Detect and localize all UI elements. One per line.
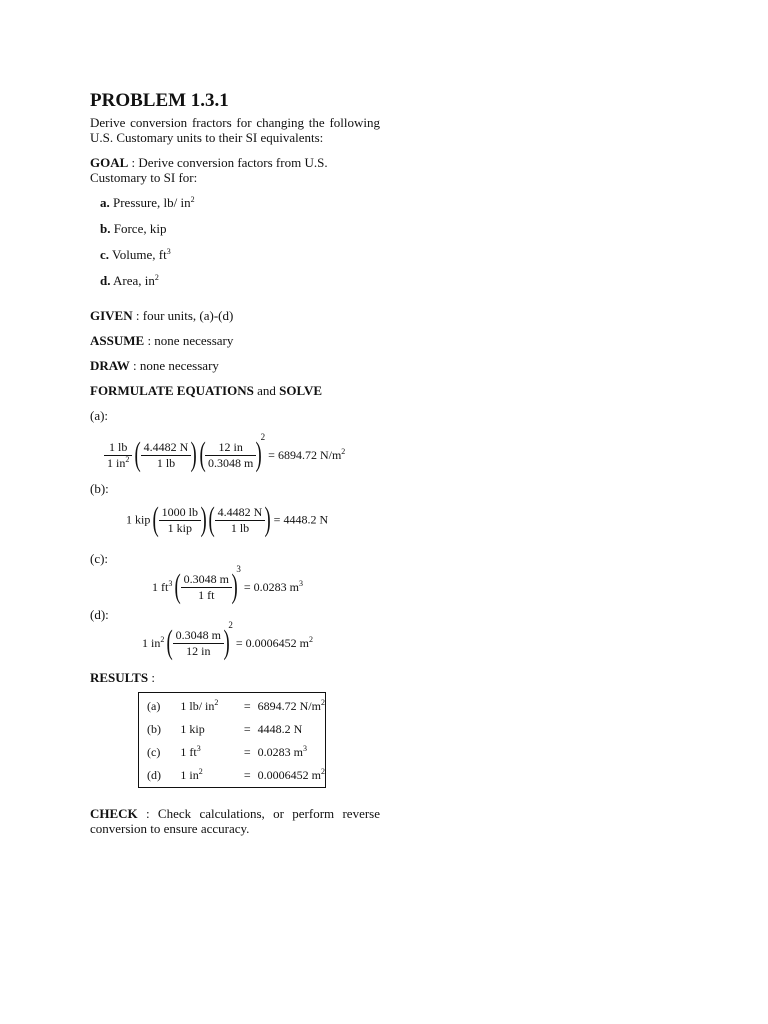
assume-line <box>90 333 380 348</box>
left-paren: ( <box>174 568 182 606</box>
item-text: Area, in <box>113 273 155 288</box>
results-table <box>138 692 326 788</box>
solve-label: SOLVE <box>279 383 323 398</box>
denominator: 1 ft <box>198 587 215 602</box>
equation-c <box>152 564 303 604</box>
denominator: 0.3048 m <box>208 455 254 470</box>
lead-term: 1 kip <box>126 512 151 527</box>
table-row <box>139 764 325 787</box>
goal-text: : Derive conversion factors from U.S. Customary to SI for: <box>90 155 328 185</box>
right-paren: ) <box>190 436 198 474</box>
row-lhs: 1 lb/ $in^2$ <box>180 698 219 713</box>
given-text: : four units, (a)-(d) <box>132 308 234 323</box>
item-sup: 2 <box>190 195 195 204</box>
numerator: 0.3048 m <box>173 628 224 644</box>
numerator: 12 in <box>205 440 256 456</box>
result: = 4448.2 N <box>273 512 329 527</box>
given-line <box>90 308 380 323</box>
denominator: 1 lb <box>156 455 176 470</box>
item-letter: c. <box>100 247 110 262</box>
item-sup: 3 <box>166 247 171 256</box>
goal-item-d <box>100 273 159 289</box>
row-lhs: 1 kip <box>180 722 205 736</box>
denominator: 12 in <box>186 643 211 658</box>
given-label: GIVEN <box>90 308 133 323</box>
equation-a <box>104 432 345 472</box>
lead-term: 1 $ft^3$ <box>152 578 173 594</box>
denominator: 1 kip <box>167 520 193 535</box>
part-b-label: (b): <box>90 481 109 496</box>
row-tag: (d) <box>147 768 161 782</box>
draw-text: : none necessary <box>129 358 219 373</box>
left-paren: ( <box>134 436 142 474</box>
intro-text: Derive conversion fractors for changing the following U.S. Customary units to their SI equivalents: <box>90 115 380 145</box>
row-lhs: 1 $in^2$ <box>180 767 203 782</box>
part-a-label: (a): <box>90 408 109 423</box>
right-paren: ) <box>200 501 207 538</box>
left-paren: ( <box>152 501 160 538</box>
row-lhs: 1 $ft^3$ <box>180 744 201 759</box>
row-rhs: 0.0283 $m^3$ <box>257 744 307 759</box>
equation-d <box>142 620 313 660</box>
check-paragraph <box>90 806 380 836</box>
row-tag: (b) <box>147 722 161 736</box>
row-rhs: 6894.72 $N/m^2$ <box>257 698 325 713</box>
result: = 0.0006452 $m^2$ <box>235 634 313 650</box>
draw-line <box>90 358 380 373</box>
left-paren: ( <box>199 436 206 474</box>
left-paren: ( <box>208 501 216 538</box>
part-c-label: (c): <box>90 551 109 566</box>
fraction <box>159 505 201 536</box>
row-equals: = <box>243 722 251 736</box>
assume-text: : none necessary <box>144 333 234 348</box>
item-letter: a. <box>100 195 110 210</box>
results-label: RESULTS <box>90 670 149 685</box>
goal-item-a <box>100 195 195 211</box>
left-paren: ( <box>166 624 174 662</box>
item-sup: 2 <box>154 273 159 282</box>
page-title: PROBLEM 1.3.1 <box>90 90 229 111</box>
row-rhs: 4448.2 N <box>257 722 303 736</box>
row-equals: = <box>243 768 251 782</box>
table-row <box>139 695 325 718</box>
goal-paragraph <box>90 155 380 185</box>
draw-label: DRAW <box>90 358 130 373</box>
goal-item-c <box>100 247 171 263</box>
formulate-and: and <box>253 383 280 398</box>
exponent: 2 <box>228 620 233 630</box>
numerator: 1 lb <box>104 440 132 456</box>
exponent: 2 <box>260 432 266 442</box>
numerator: 4.4482 N <box>215 505 266 521</box>
check-label: CHECK <box>90 806 138 821</box>
item-letter: b. <box>100 221 111 236</box>
part-d-label: (d): <box>90 607 109 622</box>
right-paren: ) <box>255 436 263 474</box>
right-paren: ) <box>231 568 238 606</box>
item-text: Force, kip <box>113 221 167 236</box>
denominator: 1 lb <box>230 520 250 535</box>
goal-label: GOAL <box>90 155 129 170</box>
results-colon: : <box>148 670 155 685</box>
row-equals: = <box>243 699 251 713</box>
table-row <box>139 741 325 764</box>
table-row <box>139 718 325 741</box>
check-text: : Check calculations, or perform reverse conversion to ensure accuracy. <box>90 806 380 836</box>
formulate-heading <box>90 383 380 398</box>
row-equals: = <box>243 745 251 759</box>
fraction <box>181 572 232 603</box>
row-tag: (a) <box>147 699 161 713</box>
result: = 6894.72 $N/m^2$ <box>268 446 346 462</box>
right-paren: ) <box>264 501 272 538</box>
item-letter: d. <box>100 273 111 288</box>
result: = 0.0283 $m^3$ <box>243 578 303 594</box>
row-rhs: 0.0006452 $m^2$ <box>257 767 325 782</box>
item-text: Pressure, lb/ in <box>113 195 191 210</box>
exponent: 3 <box>236 564 241 574</box>
fraction <box>205 440 256 471</box>
fraction <box>104 440 132 471</box>
fraction <box>141 440 192 471</box>
formulate-label: FORMULATE EQUATIONS <box>90 383 254 398</box>
row-tag: (c) <box>147 745 161 759</box>
fraction <box>173 628 224 659</box>
numerator: 4.4482 N <box>141 440 192 456</box>
assume-label: ASSUME <box>90 333 145 348</box>
numerator: 1000 lb <box>159 505 201 521</box>
denominator: 1 $in^2$ <box>107 454 130 470</box>
item-text: Volume, ft <box>112 247 167 262</box>
equation-b <box>126 503 328 537</box>
lead-term: 1 $in^2$ <box>142 634 165 650</box>
results-heading <box>90 670 380 685</box>
fraction <box>215 505 266 536</box>
goal-item-b <box>100 221 166 237</box>
numerator: 0.3048 m <box>181 572 232 588</box>
right-paren: ) <box>223 624 230 662</box>
